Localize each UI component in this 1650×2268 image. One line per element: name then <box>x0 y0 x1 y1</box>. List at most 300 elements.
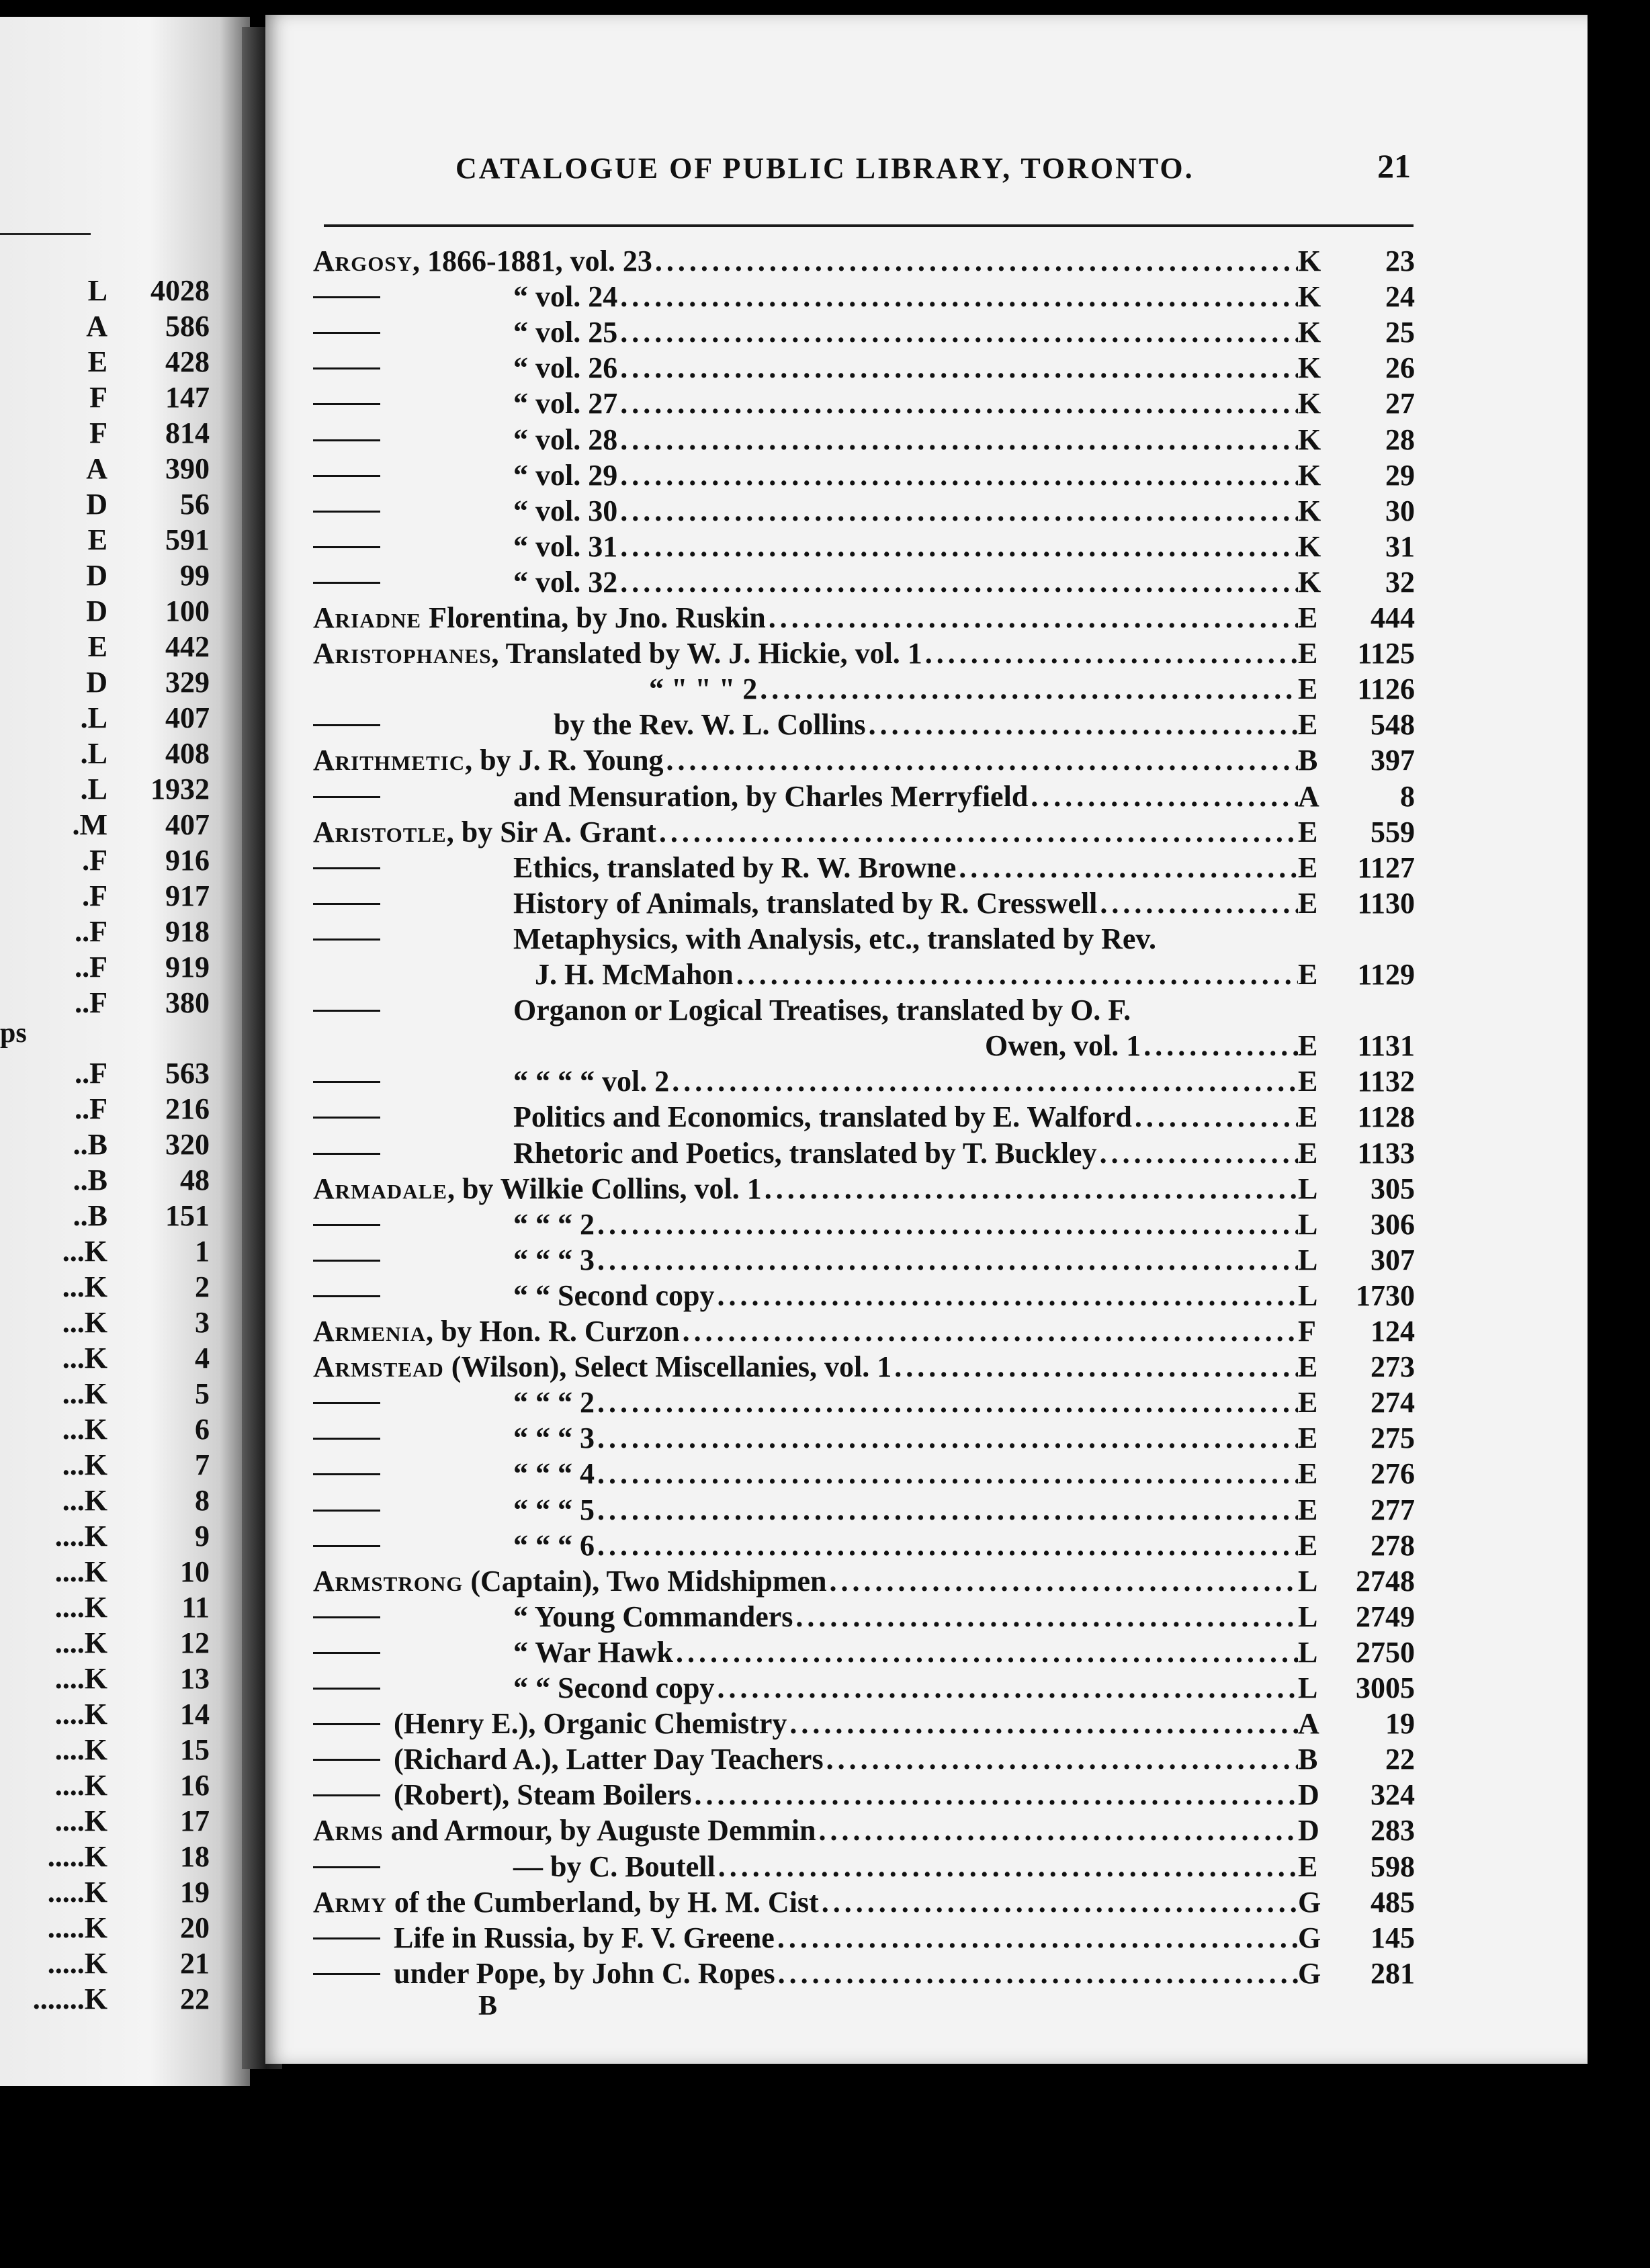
class-mark: ....K <box>54 1733 107 1766</box>
entry-text <box>386 1956 775 1991</box>
class-mark: ...K <box>62 1448 107 1481</box>
shelf-number: 12 <box>180 1626 210 1659</box>
shelf-number: 147 <box>165 381 210 414</box>
shelf-number: 124 <box>1371 1315 1415 1348</box>
shelf-number: 278 <box>1371 1528 1415 1562</box>
shelf-number: 276 <box>1371 1457 1415 1491</box>
entry-title: “ vol. 29 <box>513 458 618 492</box>
class-mark: K <box>1298 351 1321 385</box>
shelf-number: 216 <box>165 1092 210 1125</box>
leader-dots <box>1143 1028 1298 1063</box>
entry-text <box>386 1135 1097 1171</box>
class-mark: ..B <box>73 1164 107 1196</box>
shelf-number: 916 <box>165 844 210 877</box>
entry-continuation-row <box>313 707 1415 742</box>
facing-page-entry <box>0 736 222 771</box>
class-mark: G <box>1298 1956 1321 1990</box>
class-mark: E <box>1298 1350 1318 1384</box>
facing-page-entry <box>0 1198 222 1233</box>
class-mark: E <box>1298 601 1318 634</box>
class-mark: K <box>1298 245 1321 277</box>
entry-heading: Army <box>313 1885 387 1919</box>
entry-text <box>386 1634 673 1670</box>
class-mark: K <box>1298 494 1321 527</box>
entry-title: “ “ “ 4 <box>513 1457 595 1491</box>
leader-dots <box>659 814 1298 850</box>
entry-text <box>386 885 1097 921</box>
shelf-number: 307 <box>1371 1243 1415 1276</box>
shelf-number: 25 <box>1385 316 1415 349</box>
entry-continuation-row <box>313 885 1415 921</box>
entry-title: “ “ “ 2 <box>513 1207 595 1241</box>
entry-text <box>386 422 617 457</box>
entry-continuation-row <box>313 386 1415 421</box>
class-mark: L <box>1298 1600 1318 1633</box>
facing-page-entry <box>0 416 222 451</box>
facing-page-entry <box>0 1270 222 1305</box>
leader-dots <box>672 1063 1298 1099</box>
entry-heading-row <box>313 1884 1415 1920</box>
class-mark: E <box>1298 1422 1318 1455</box>
class-mark: D <box>86 666 107 699</box>
facing-page-entry <box>0 843 222 878</box>
entry-title: “ “ “ “ vol. 2 <box>513 1065 670 1098</box>
facing-page-entry <box>0 1163 222 1198</box>
header-rule <box>324 224 1414 227</box>
entry-title: — by C. Boutell <box>513 1849 715 1883</box>
class-mark: E <box>1298 1136 1318 1170</box>
facing-page-entry <box>0 1092 222 1127</box>
shelf-number: 442 <box>165 630 210 663</box>
shelf-number: 145 <box>1371 1921 1415 1954</box>
class-mark: D <box>86 559 107 592</box>
entry-continuation-row <box>313 1456 1415 1491</box>
shelf-number: 19 <box>1385 1707 1415 1741</box>
entry-text <box>386 1278 714 1313</box>
entry-title: (Robert), Steam Boilers <box>394 1778 692 1812</box>
entry-title: and Mensuration, by Charles Merryfield <box>513 779 1029 813</box>
entry-title: , by Sir A. Grant <box>446 815 656 848</box>
leader-dots <box>736 957 1298 992</box>
shelf-number: 324 <box>1371 1778 1415 1812</box>
entry-text <box>386 1207 595 1242</box>
class-mark: E <box>1298 1100 1318 1134</box>
shelf-number: 306 <box>1371 1207 1415 1241</box>
leader-dots <box>1031 779 1298 814</box>
class-mark: D <box>86 595 107 627</box>
shelf-number: 48 <box>180 1164 210 1196</box>
entry-heading: Ariadne <box>313 601 422 634</box>
shelf-number: 1127 <box>1357 850 1415 884</box>
shelf-number: 548 <box>1371 708 1415 742</box>
entry-continuation-row <box>313 1242 1415 1278</box>
class-mark: ...K <box>62 1235 107 1268</box>
shelf-number: 919 <box>165 951 210 984</box>
ditto-dash <box>313 1759 380 1761</box>
entry-continuation-row <box>313 1706 1415 1741</box>
class-mark: .F <box>82 844 107 877</box>
ditto-dash <box>313 582 380 584</box>
shelf-number: 8 <box>1400 779 1415 813</box>
shelf-number: 277 <box>1371 1493 1415 1526</box>
class-mark: L <box>87 274 107 307</box>
entry-text <box>386 1670 714 1706</box>
entry-continuation-row <box>313 1278 1415 1313</box>
leader-dots <box>655 243 1298 279</box>
facing-page-entry <box>0 594 222 629</box>
class-mark: .....K <box>47 1947 107 1980</box>
class-mark: L <box>1298 1207 1318 1241</box>
leader-dots <box>822 1884 1298 1920</box>
entry-title: “ vol. 27 <box>513 387 618 421</box>
ditto-dash <box>313 903 380 905</box>
entry-heading: Argosy <box>313 245 413 277</box>
entry-text <box>386 707 866 742</box>
facing-page-entry <box>0 1127 222 1162</box>
entry-text <box>386 1420 595 1456</box>
class-mark: .M <box>72 808 107 841</box>
entry-text <box>386 1385 595 1420</box>
shelf-number: 11 <box>181 1591 210 1624</box>
facing-page-entry <box>0 1804 222 1839</box>
ditto-dash <box>313 1260 380 1262</box>
leader-dots <box>826 1741 1298 1777</box>
class-mark: E <box>1298 637 1318 670</box>
leader-dots <box>620 564 1298 600</box>
facing-page-fragment <box>0 17 250 2086</box>
entry-text <box>386 350 617 386</box>
entry-title: “ “ Second copy <box>513 1671 715 1704</box>
class-mark: ...K <box>62 1306 107 1339</box>
shelf-number: 20 <box>180 1911 210 1944</box>
shelf-number: 151 <box>165 1199 210 1232</box>
entry-title: Rhetoric and Poetics, translated by T. Buckley <box>513 1136 1097 1170</box>
shelf-number: 10 <box>180 1555 210 1588</box>
shelf-number: 8 <box>195 1484 210 1517</box>
facing-page-entry <box>0 1875 222 1910</box>
class-mark: E <box>1298 1493 1318 1526</box>
facing-page-entry <box>0 629 222 664</box>
entry-text <box>386 1599 793 1634</box>
leader-dots <box>620 457 1298 493</box>
shelf-number: 17 <box>180 1804 210 1837</box>
entry-text <box>386 850 956 885</box>
facing-page-text-fragment: ps <box>0 1018 27 1049</box>
entry-title: under Pope, by John C. Ropes <box>394 1956 775 1990</box>
class-mark: .....K <box>47 1876 107 1909</box>
shelf-number: 1129 <box>1357 958 1415 991</box>
ditto-dash <box>313 1117 380 1119</box>
entry-text <box>386 1456 595 1491</box>
entry-text <box>386 314 617 350</box>
class-mark: B <box>1298 1743 1318 1776</box>
shelf-number: 13 <box>180 1662 210 1695</box>
class-mark: .F <box>82 879 107 912</box>
class-mark: .L <box>80 701 107 734</box>
shelf-number: 407 <box>165 701 210 734</box>
shelf-number: 30 <box>1385 494 1415 527</box>
entry-heading-row <box>313 636 1415 671</box>
facing-page-entry <box>0 1412 222 1447</box>
entry-continuation-row <box>313 529 1415 564</box>
shelf-number: 24 <box>1385 280 1415 314</box>
ditto-dash <box>313 439 380 441</box>
entry-continuation-row <box>313 279 1415 314</box>
leader-dots <box>1135 1099 1298 1135</box>
leader-dots <box>894 1349 1298 1385</box>
facing-page-entry <box>0 1839 222 1874</box>
entry-title: “ vol. 30 <box>513 494 618 527</box>
class-mark: K <box>1298 529 1321 563</box>
shelf-number: 15 <box>180 1733 210 1766</box>
class-mark: K <box>1298 280 1321 314</box>
leader-dots <box>597 1207 1298 1242</box>
ditto-dash <box>313 367 380 369</box>
shelf-number: 99 <box>180 559 210 592</box>
entry-continuation-row <box>313 1385 1415 1420</box>
entry-text <box>386 457 617 493</box>
leader-dots <box>620 350 1298 386</box>
leader-dots <box>717 1278 1298 1313</box>
shelf-number: 2749 <box>1356 1600 1415 1633</box>
shelf-number: 390 <box>165 452 210 485</box>
entry-continuation-row <box>313 457 1415 493</box>
shelf-number: 485 <box>1371 1885 1415 1919</box>
class-mark: B <box>1298 744 1318 777</box>
entry-title: “ vol. 26 <box>513 351 618 385</box>
entry-title: History of Animals, translated by R. Cresswell <box>513 886 1098 920</box>
entry-title: “ War Hawk <box>513 1635 673 1669</box>
leader-dots <box>789 1706 1298 1741</box>
entry-title: by the Rev. W. L. Collins <box>554 708 866 742</box>
shelf-number: 275 <box>1371 1422 1415 1455</box>
class-mark: E <box>1298 1528 1318 1562</box>
class-mark: ....K <box>54 1555 107 1588</box>
shelf-number: 28 <box>1385 423 1415 456</box>
entry-text <box>386 564 617 600</box>
class-mark: L <box>1298 1671 1318 1704</box>
ditto-dash <box>313 1723 380 1725</box>
shelf-number: 19 <box>180 1876 210 1909</box>
entry-text <box>313 636 922 671</box>
ditto-dash <box>313 1402 380 1404</box>
class-mark: ..F <box>75 986 107 1019</box>
entry-text <box>386 529 617 564</box>
entry-title: of the Cumberland, by H. M. Cist <box>386 1885 819 1919</box>
leader-dots <box>777 1920 1298 1956</box>
leader-dots <box>597 1492 1298 1528</box>
ditto-dash <box>313 1616 380 1618</box>
entry-heading-row <box>313 814 1415 850</box>
ditto-dash <box>313 724 380 726</box>
shelf-number: 2750 <box>1356 1635 1415 1669</box>
entry-text <box>313 1028 1141 1063</box>
facing-page-entry <box>0 1697 222 1732</box>
entry-text <box>386 779 1028 814</box>
entry-title: (Captain), Two Midshipmen <box>463 1564 827 1598</box>
class-mark: E <box>1298 708 1318 742</box>
shelf-number: 598 <box>1371 1849 1415 1883</box>
entry-title: “ “ “ 6 <box>513 1528 595 1562</box>
entry-title: “ vol. 31 <box>513 529 618 563</box>
shelf-number: 320 <box>165 1128 210 1161</box>
shelf-number: 3 <box>195 1306 210 1339</box>
entry-continuation-row <box>313 1956 1415 1991</box>
facing-page-rule <box>0 233 91 235</box>
shelf-number: 1 <box>195 1235 210 1268</box>
page-number: 21 <box>1377 147 1411 185</box>
entry-title: , 1866-1881, vol. 23 <box>412 245 652 277</box>
class-mark: E <box>1298 850 1318 884</box>
shelf-number: 21 <box>180 1947 210 1980</box>
shelf-number: 563 <box>165 1057 210 1090</box>
entry-continuation-row <box>313 1063 1415 1099</box>
entry-title: (Henry E.), Organic Chemistry <box>394 1707 787 1741</box>
entry-text <box>386 1063 669 1099</box>
facing-page-entry <box>0 879 222 914</box>
class-mark: E <box>1298 815 1318 848</box>
class-mark: E <box>87 630 107 663</box>
ditto-dash <box>313 867 380 869</box>
ditto-dash <box>313 939 380 941</box>
entry-continuation-row <box>313 921 1415 957</box>
leader-dots <box>620 529 1298 564</box>
facing-page-entry <box>0 1626 222 1661</box>
ditto-dash <box>313 1510 380 1512</box>
entry-title: and Armour, by Auguste Demmin <box>383 1814 816 1847</box>
shelf-number: 2 <box>195 1270 210 1303</box>
entry-heading-row <box>313 1313 1415 1349</box>
entry-continuation-row <box>313 957 1415 992</box>
entry-heading-row <box>313 1563 1415 1599</box>
entry-heading: Armstead <box>313 1350 444 1384</box>
entry-title: Metaphysics, with Analysis, etc., translated by Rev. <box>513 922 1156 955</box>
entry-text <box>386 386 617 421</box>
leader-dots <box>778 1956 1298 1991</box>
entry-heading-row <box>313 600 1415 636</box>
shelf-number: 4 <box>195 1342 210 1375</box>
leader-dots <box>683 1313 1298 1349</box>
class-mark: K <box>1298 458 1321 492</box>
entry-title: “ Young Commanders <box>513 1600 793 1633</box>
shelf-number: 917 <box>165 879 210 912</box>
class-mark: K <box>1298 423 1321 456</box>
entry-heading: Aristophanes <box>313 637 492 670</box>
entry-continuation-row <box>313 1207 1415 1242</box>
shelf-number: 1133 <box>1357 1136 1415 1170</box>
entry-heading-row <box>313 1171 1415 1207</box>
shelf-number: 814 <box>165 417 210 449</box>
class-mark: E <box>1298 958 1318 991</box>
running-header: CATALOGUE OF PUBLIC LIBRARY, TORONTO. <box>455 152 1195 185</box>
class-mark: E <box>87 523 107 556</box>
shelf-number: 1128 <box>1357 1100 1415 1134</box>
entry-text <box>386 1528 595 1563</box>
shelf-number: 32 <box>1385 565 1415 599</box>
class-mark: L <box>1298 1172 1318 1205</box>
class-mark: ..F <box>75 1057 107 1090</box>
facing-page-entry <box>0 1911 222 1946</box>
entry-continuation-row <box>313 1099 1415 1135</box>
facing-page-entry <box>0 487 222 522</box>
class-mark: A <box>86 452 107 485</box>
shelf-number: 23 <box>1385 245 1415 277</box>
class-mark: E <box>1298 886 1318 920</box>
entry-continuation-row <box>313 992 1415 1028</box>
class-mark: ....K <box>54 1626 107 1659</box>
entry-continuation-row <box>313 1741 1415 1777</box>
leader-dots <box>818 1813 1298 1848</box>
class-mark: .....K <box>47 1840 107 1873</box>
shelf-number: 444 <box>1371 601 1415 634</box>
entry-text <box>386 1706 787 1741</box>
entry-text <box>313 957 734 992</box>
facing-page-entry <box>0 345 222 380</box>
entry-title: “ “ “ 5 <box>513 1493 595 1526</box>
shelf-number: 29 <box>1385 458 1415 492</box>
entry-title: Florentina, by Jno. Ruskin <box>421 601 766 634</box>
signature-mark: B <box>478 1991 498 2021</box>
shelf-number: 407 <box>165 808 210 841</box>
class-mark: ....K <box>54 1591 107 1624</box>
facing-page-entry <box>0 1448 222 1483</box>
leader-dots <box>620 386 1298 421</box>
entry-text <box>313 1171 762 1207</box>
entry-heading: Aristotle <box>313 815 447 848</box>
leader-dots <box>597 1420 1298 1456</box>
ditto-dash <box>313 1794 380 1796</box>
class-mark: G <box>1298 1885 1321 1919</box>
entry-text <box>386 1777 692 1813</box>
shelf-number: 397 <box>1371 744 1415 777</box>
shelf-number: 273 <box>1371 1350 1415 1384</box>
entry-continuation-row <box>313 1028 1415 1063</box>
class-mark: E <box>1298 1849 1318 1883</box>
class-mark: E <box>1298 1386 1318 1420</box>
class-mark: K <box>1298 316 1321 349</box>
leader-dots <box>717 1670 1298 1706</box>
shelf-number: 2748 <box>1356 1564 1415 1598</box>
entry-title: , by Hon. R. Curzon <box>425 1315 680 1348</box>
class-mark: F <box>89 381 107 414</box>
shelf-number: 3005 <box>1356 1671 1415 1704</box>
shelf-number: 7 <box>195 1448 210 1481</box>
entry-title: Ethics, translated by R. W. Browne <box>513 850 957 884</box>
class-mark: ...K <box>62 1484 107 1517</box>
leader-dots <box>597 1385 1298 1420</box>
shelf-number: 31 <box>1385 529 1415 563</box>
facing-page-entry <box>0 1519 222 1554</box>
class-mark: ..F <box>75 951 107 984</box>
leader-dots <box>666 742 1298 778</box>
entry-continuation-row <box>313 564 1415 600</box>
entry-text <box>313 814 656 850</box>
class-mark: G <box>1298 1921 1321 1954</box>
leader-dots <box>695 1777 1298 1813</box>
entry-continuation-row <box>313 1670 1415 1706</box>
entry-title: , by J. R. Young <box>465 744 664 777</box>
entry-title: Life in Russia, by F. V. Greene <box>394 1921 775 1954</box>
ditto-dash <box>313 296 380 298</box>
entry-text <box>386 279 617 314</box>
class-mark: ...K <box>62 1377 107 1410</box>
shelf-number: 100 <box>165 595 210 627</box>
entry-text <box>313 600 766 636</box>
entry-continuation-row <box>313 1634 1415 1670</box>
ditto-dash <box>313 1973 380 1975</box>
facing-page-entry <box>0 701 222 736</box>
facing-page-entry <box>0 1768 222 1803</box>
